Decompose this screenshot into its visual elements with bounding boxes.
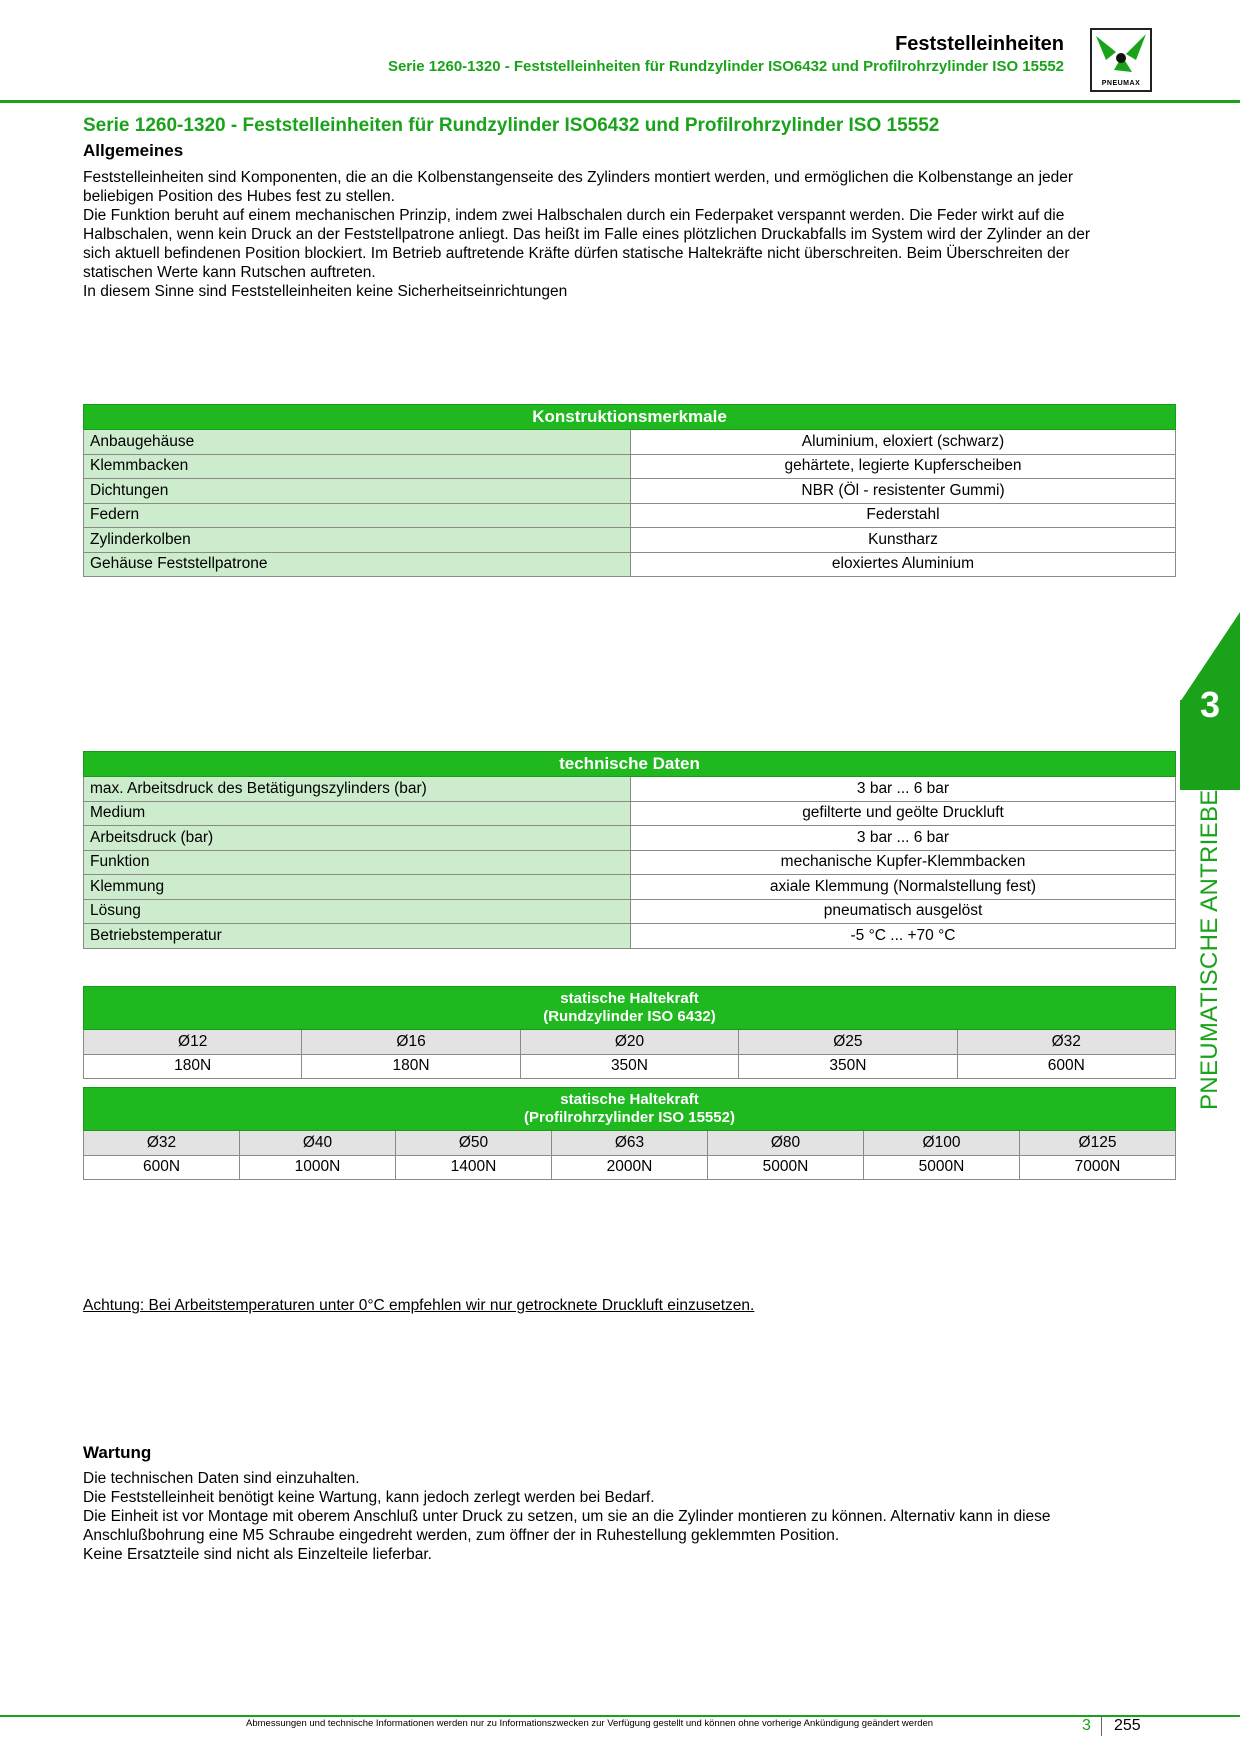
table-row [84,801,1176,826]
logo-text: PNEUMAX [1101,80,1141,87]
construction-table [83,404,1176,577]
maintenance-heading: Wartung [83,1443,152,1462]
spec-value: axiale Klemmung (Normalstellung fest) [631,875,1176,900]
spec-value: mechanische Kupfer-Klemmbacken [631,850,1176,875]
diameter-cell: Ø125 [1020,1131,1176,1156]
force-cell: 350N [520,1054,738,1079]
force-cell: 600N [957,1054,1175,1079]
spec-value: pneumatisch ausgelöst [631,899,1176,924]
holding-force-round-title [84,987,1176,1030]
force-cell: 5000N [708,1155,864,1180]
diameter-row [84,1131,1176,1156]
construction-table-title: Konstruktionsmerkmale [84,405,1176,430]
spec-key: Lösung [84,899,631,924]
table-row [84,850,1176,875]
footer-disclaimer: Abmessungen und technische Informationen werden nur zu Informationszwecken zur Verfügung gestellt und können ohne vorherige Ankündigung geändert werden [246,1718,934,1729]
spec-key: Gehäuse Feststellpatrone [84,552,631,577]
force-cell: 1000N [240,1155,396,1180]
diameter-cell: Ø63 [552,1131,708,1156]
spec-value: Kunstharz [631,528,1176,553]
spec-value: NBR (Öl - resistenter Gummi) [631,479,1176,504]
force-cell: 180N [302,1054,520,1079]
diameter-cell: Ø12 [84,1030,302,1055]
logo-mark-icon [1092,30,1150,78]
spec-key: Federn [84,503,631,528]
force-cell: 7000N [1020,1155,1176,1180]
holding-force-round-table [83,986,1176,1079]
force-cell: 600N [84,1155,240,1180]
table-title-line: (Profilrohrzylinder ISO 15552) [524,1109,735,1126]
technical-table-title: technische Daten [84,752,1176,777]
holding-force-profile-table [83,1087,1176,1180]
holding-force-profile-title [84,1088,1176,1131]
force-cell: 180N [84,1054,302,1079]
table-title-line: (Rundzylinder ISO 6432) [543,1008,716,1025]
text-line: sich aktuell befindenen Position blockiert. Im Betrieb auftretende Kräfte dürfen statische Haltekräfte nicht überschreiten. Beim Überschreiten der [83,245,1070,262]
text-line: Anschlußbohrung eine M5 Schraube eingedreht werden, zum öffner der in Ruhestellung geklemmten Position. [83,1527,840,1544]
diameter-cell: Ø100 [864,1131,1020,1156]
spec-key: Medium [84,801,631,826]
header-title: Feststelleinheiten [895,33,1064,55]
text-line: Keine Ersatzteile sind nicht als Einzelteile lieferbar. [83,1546,432,1563]
header-subtitle: Serie 1260-1320 - Feststelleinheiten für Rundzylinder ISO6432 und Profilrohrzylinder ISO 15552 [387,58,1064,75]
company-logo [1090,28,1152,92]
text-line: Halbschalen, wenn kein Druck an der Feststellpatrone anliegt. Das heißt im Falle eines plötzlichen Druckabfalls im System wird der Zylinder an der [83,226,1091,243]
table-title-line: statische Haltekraft [560,1091,699,1108]
force-cell: 2000N [552,1155,708,1180]
spec-value: 3 bar ... 6 bar [631,777,1176,802]
diameter-cell: Ø25 [739,1030,957,1055]
table-row [84,479,1176,504]
spec-key: Funktion [84,850,631,875]
temperature-note: Achtung: Bei Arbeitstemperaturen unter 0°C empfehlen wir nur getrocknete Druckluft einzusetzen. [83,1297,755,1314]
spec-key: Betriebstemperatur [84,924,631,949]
chapter-number: 3 [1199,684,1221,725]
force-row [84,1054,1176,1079]
diameter-cell: Ø32 [84,1131,240,1156]
force-cell: 1400N [396,1155,552,1180]
spec-value: Aluminium, eloxiert (schwarz) [631,430,1176,455]
general-paragraph [83,168,1173,301]
spec-key: Arbeitsdruck (bar) [84,826,631,851]
spec-value: Federstahl [631,503,1176,528]
table-row [84,826,1176,851]
table-row [84,503,1176,528]
text-line: Die Feststelleinheit benötigt keine Wartung, kann jedoch zerlegt werden bei Bedarf. [83,1489,655,1506]
spec-key: Klemmung [84,875,631,900]
spec-value: gefilterte und geölte Druckluft [631,801,1176,826]
maintenance-paragraph [83,1469,1173,1564]
spec-key: Zylinderkolben [84,528,631,553]
spec-key: Dichtungen [84,479,631,504]
table-row [84,875,1176,900]
force-cell: 5000N [864,1155,1020,1180]
text-line: statischen Werte kann Rutschen auftreten. [83,264,376,281]
spec-value: eloxiertes Aluminium [631,552,1176,577]
chapter-label: PNEUMATISCHE ANTRIEBE [1196,789,1223,1110]
footer-divider [0,1715,1240,1717]
spec-value: -5 °C ... +70 °C [631,924,1176,949]
spec-value: gehärtete, legierte Kupferscheiben [631,454,1176,479]
general-heading: Allgemeines [83,141,184,160]
section-title: Serie 1260-1320 - Feststelleinheiten für Rundzylinder ISO6432 und Profilrohrzylinder ISO 15552 [83,115,940,136]
table-row [84,552,1176,577]
force-cell: 350N [739,1054,957,1079]
footer-separator [1101,1716,1102,1736]
spec-value: 3 bar ... 6 bar [631,826,1176,851]
text-line: Feststelleinheiten sind Komponenten, die an die Kolbenstangenseite des Zylinders montiert werden, und ermöglichen die Kolbenstange an jeder [83,169,1074,186]
diameter-cell: Ø32 [957,1030,1175,1055]
page-number: 255 [1114,1717,1141,1734]
text-line: Die Funktion beruht auf einem mechanischen Prinzip, indem zwei Halbschalen durch ein Federpaket verspannt werden. Die Feder wirkt auf die [83,207,1065,224]
table-row [84,777,1176,802]
technical-table [83,751,1176,949]
text-line: beliebigen Position des Hubes fest zu stellen. [83,188,395,205]
diameter-cell: Ø80 [708,1131,864,1156]
table-row [84,454,1176,479]
force-row [84,1155,1176,1180]
diameter-cell: Ø20 [520,1030,738,1055]
spec-key: max. Arbeitsdruck des Betätigungszylinders (bar) [84,777,631,802]
spec-key: Klemmbacken [84,454,631,479]
diameter-cell: Ø16 [302,1030,520,1055]
table-title-line: statische Haltekraft [560,990,699,1007]
table-row [84,924,1176,949]
header-divider [0,100,1240,103]
footer-section-number: 3 [1082,1717,1091,1734]
text-line: In diesem Sinne sind Feststelleinheiten keine Sicherheitseinrichtungen [83,283,568,300]
table-row [84,430,1176,455]
text-line: Die technischen Daten sind einzuhalten. [83,1470,360,1487]
spec-key: Anbaugehäuse [84,430,631,455]
table-row [84,899,1176,924]
diameter-row [84,1030,1176,1055]
text-line: Die Einheit ist vor Montage mit oberem Anschluß unter Druck zu setzen, um sie an die Zylinder montieren zu können. Alternativ kann in diese [83,1508,1051,1525]
diameter-cell: Ø40 [240,1131,396,1156]
table-row [84,528,1176,553]
diameter-cell: Ø50 [396,1131,552,1156]
